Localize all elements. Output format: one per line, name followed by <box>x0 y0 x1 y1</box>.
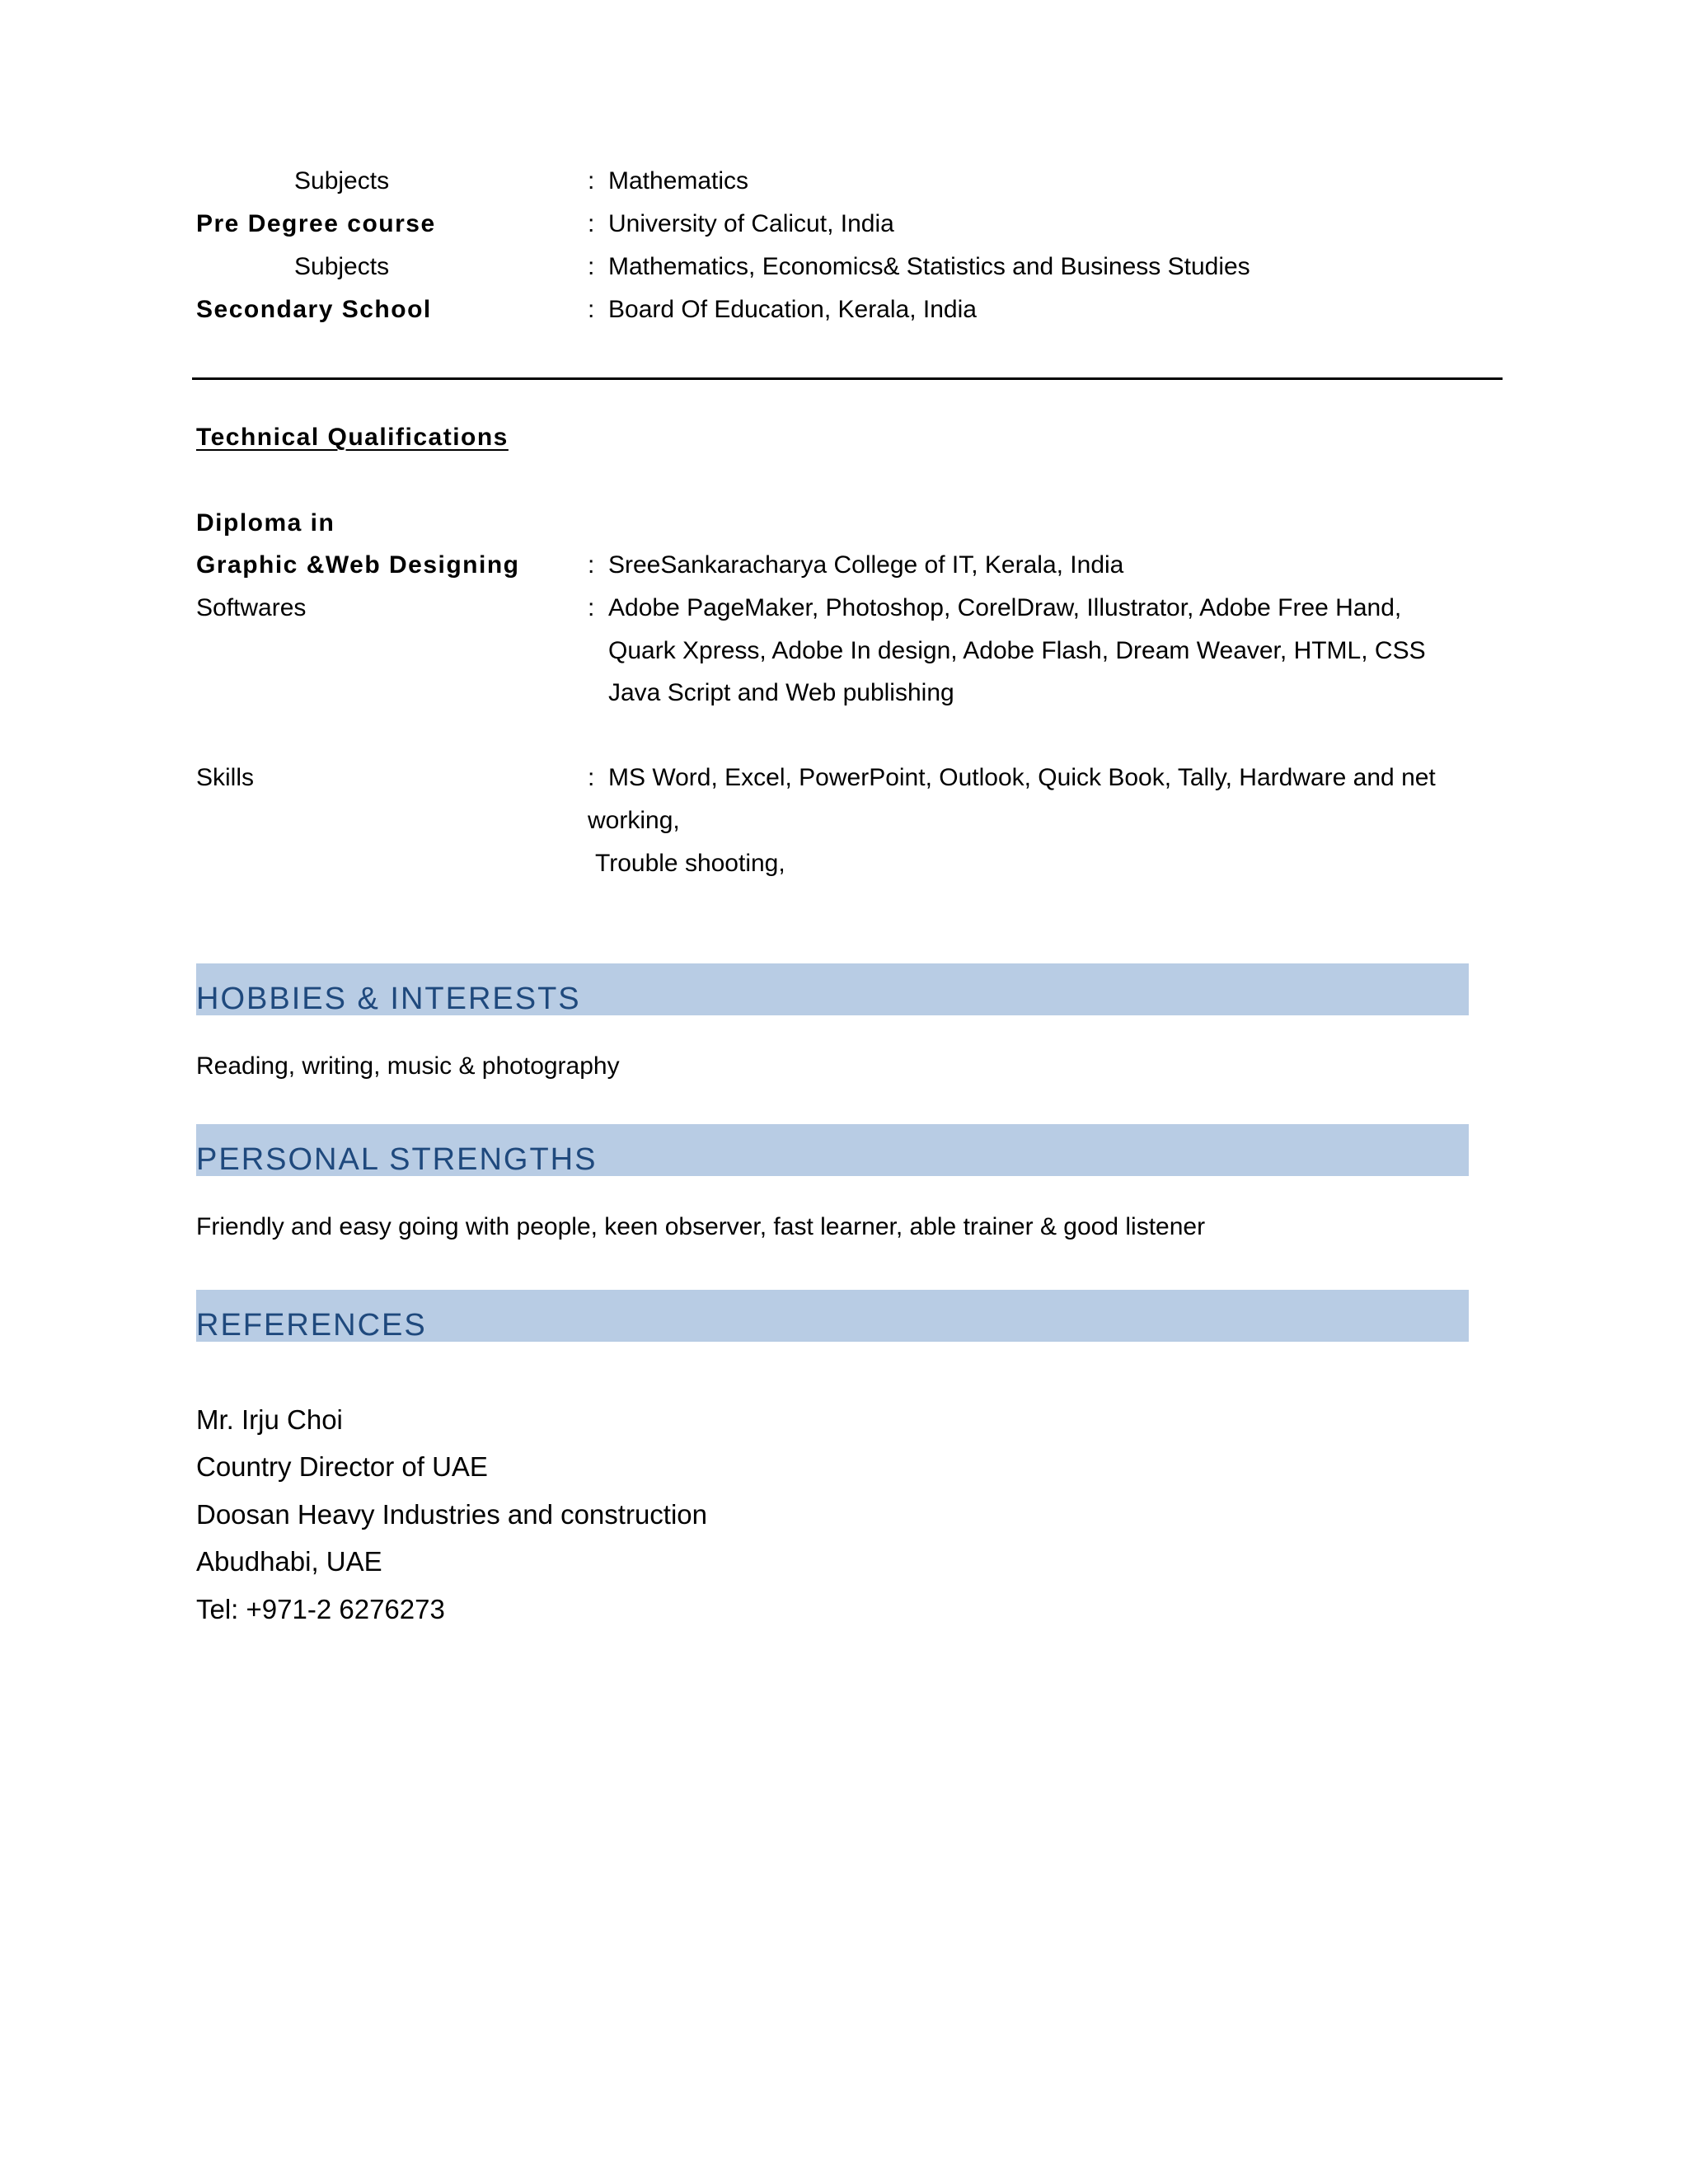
education-sep-2: : <box>588 210 595 237</box>
education-value-subjects-1: Mathematics <box>608 167 749 194</box>
softwares-line-2: Quark Xpress, Adobe In design, Adobe Flash, Dream Weaver, HTML, CSS <box>608 637 1426 664</box>
education-sep-4: : <box>588 296 595 323</box>
softwares-sep: : <box>588 594 595 621</box>
education-sep-3: : <box>588 253 595 280</box>
education-value-secondary: Board Of Education, Kerala, India <box>608 296 977 323</box>
diploma-label-line1: Diploma in <box>196 509 335 537</box>
diploma-sep: : <box>588 551 595 579</box>
section-divider <box>192 377 1503 380</box>
education-label-subjects-2: Subjects <box>294 253 390 280</box>
skills-line-2: working, <box>588 807 680 834</box>
strengths-text: Friendly and easy going with people, keen observer, fast learner, able trainer & good listener <box>196 1213 1206 1240</box>
hobbies-title: HOBBIES & INTERESTS <box>196 982 581 1016</box>
education-sep-1: : <box>588 167 595 194</box>
education-value-subjects-2: Mathematics, Economics& Statistics and Business Studies <box>608 253 1250 280</box>
education-label-secondary: Secondary School <box>196 296 432 323</box>
softwares-line-1: Adobe PageMaker, Photoshop, CorelDraw, Illustrator, Adobe Free Hand, <box>608 594 1402 621</box>
reference-company: Doosan Heavy Industries and construction <box>196 1499 708 1530</box>
skills-label: Skills <box>196 764 255 791</box>
references-title: REFERENCES <box>196 1308 427 1343</box>
skills-line-1: MS Word, Excel, PowerPoint, Outlook, Quick Book, Tally, Hardware and net <box>608 764 1436 791</box>
skills-line-3: Trouble shooting, <box>595 850 785 877</box>
education-label-pre-degree: Pre Degree course <box>196 210 436 237</box>
technical-heading: Technical Qualifications <box>196 424 509 451</box>
hobbies-section-header <box>196 963 1469 1015</box>
education-value-pre-degree: University of Calicut, India <box>608 210 894 237</box>
diploma-label-line2: Graphic &Web Designing <box>196 551 520 579</box>
reference-phone: Tel: +971-2 6276273 <box>196 1594 445 1624</box>
strengths-title: PERSONAL STRENGTHS <box>196 1142 598 1177</box>
hobbies-text: Reading, writing, music & photography <box>196 1052 620 1080</box>
references-section-header <box>196 1290 1469 1342</box>
reference-name: Mr. Irju Choi <box>196 1404 343 1435</box>
strengths-section-header <box>196 1124 1469 1176</box>
softwares-label: Softwares <box>196 594 307 621</box>
reference-position: Country Director of UAE <box>196 1451 488 1482</box>
reference-location: Abudhabi, UAE <box>196 1546 382 1577</box>
softwares-line-3: Java Script and Web publishing <box>608 679 954 706</box>
skills-sep: : <box>588 764 595 791</box>
diploma-value: SreeSankaracharya College of IT, Kerala, India <box>608 551 1124 579</box>
education-label-subjects-1: Subjects <box>294 167 390 194</box>
